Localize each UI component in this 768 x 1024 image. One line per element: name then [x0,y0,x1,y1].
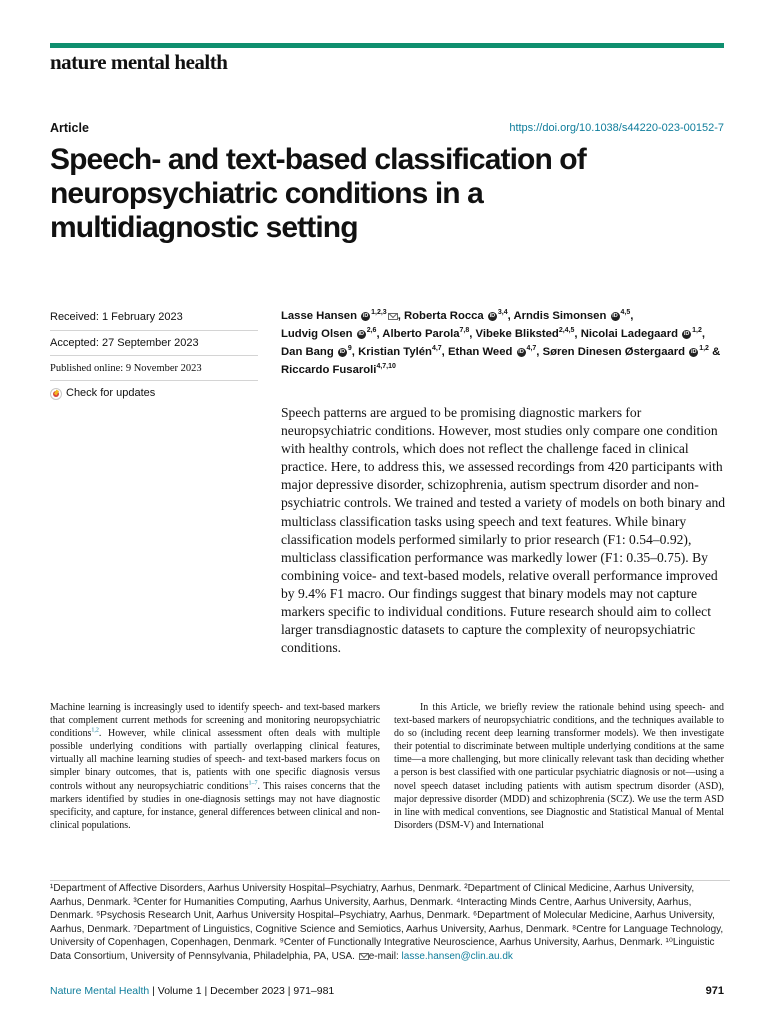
body-text: Machine learning is increasingly used to identify speech- and text-based markers that complement current methods for screening and monitoring neuropsychiatric conditions [50,702,380,740]
citation[interactable]: 1,2 [91,727,99,734]
affiliation-ref: 4,7,10 [376,363,396,371]
orcid-icon[interactable]: iD [339,348,346,355]
mail-icon[interactable] [388,313,398,320]
footer-citation [50,985,334,997]
author-name: Vibeke Bliksted [475,328,559,340]
published-date: Published online: 9 November 2023 [50,355,258,380]
mail-icon [359,953,369,960]
email-label: e-mail: [368,950,399,962]
affiliation-ref: 4,7 [526,345,537,353]
author-list: Lasse Hansen iD $^{1,2,3}$ , Roberta Rocca iD $^{3,4}$, Arndis Simonsen iD $^{4,5}$, Ludvig Olsen iD $^{2,6}$, Alberto Parola$^{7,8}$, Vibeke Bliksted$^{2,4,5}$, Nicolai Ladegaard iD $^{1,2}$, Dan Bang iD $^9$, Kristian Tylén$^{4,7}$, Ethan Weed iD $^{4,7}$, Søren Dinesen Østergaard iD $^{1,2}$ & Riccardo Fusaroli$^{4,7,10}$ [281,309,721,376]
author-name: Ludvig Olsen [281,328,353,340]
doi-link[interactable]: https://doi.org/10.1038/s44220-023-00152-7 [509,122,724,134]
affiliation-ref: 1,2 [692,327,702,335]
affiliation-ref: 9 [347,345,352,353]
author[interactable] [543,346,709,358]
author[interactable] [404,310,508,322]
author[interactable] [281,346,352,358]
orcid-icon[interactable]: iD [489,312,496,319]
affiliations-text: ¹Department of Affective Disorders, Aarhus University Hospital–Psychiatry, Aarhus, Denmark. ²Department of Clinical Medicine, Aarhus University, Aarhus, Denmark. ³Center for Humanities Computing, Aarhus University, Aarhus, Denmark. ⁴Interacting Minds Centre, Aarhus University, Aarhus, Denmark. ⁵Psychosis Research Unit, Aarhus University Hospital–Psychiatry, Aarhus, Denmark. ⁶Department of Molecular Medicine, Aarhus University, Aarhus, Denmark. ⁷Department of Linguistics, Cognitive Science and Semiotics, Aarhus University, Aarhus, Denmark. ⁸Centre for Language Technology, University of Copenhagen, Copenhagen, Denmark. ⁹Center of Functionally Integrative Neuroscience, Aarhus University, Aarhus, Denmark. ¹⁰Linguistic Data Consortium, University of Pennsylvania, Philadelphia, PA, USA. [50,883,724,962]
orcid-icon[interactable]: iD [358,330,364,337]
author-name: Kristian Tylén [358,346,432,358]
affiliation-ref: 1,2 [699,345,709,353]
author-name: Lasse Hansen [281,310,357,322]
affiliation-ref: 2,6 [366,327,377,335]
affiliation-ref: 4,7 [431,345,442,353]
author-name: Alberto Parola [382,328,460,340]
affiliation-ref: 7,8 [459,327,470,335]
orcid-icon[interactable]: iD [612,312,618,319]
author-name: Nicolai Ladegaard [580,328,679,340]
orcid-icon[interactable]: iD [362,312,369,319]
article-type: Article [50,121,89,135]
author-name: Ethan Weed [447,346,513,358]
affiliations [50,880,730,964]
author[interactable] [513,310,630,322]
body-column-left [50,701,380,832]
orcid-icon[interactable]: iD [683,330,690,337]
author[interactable] [281,310,398,322]
received-date: Received: 1 February 2023 [50,311,183,323]
journal-accent-bar [50,43,724,48]
author-name: Roberta Rocca [403,310,484,322]
affiliation-ref: 2,4,5 [558,327,575,335]
author-name: Søren Dinesen Østergaard [542,346,686,358]
abstract: Speech patterns are argued to be promising diagnostic markers for neuropsychiatric conditions. However, most studies only compare one condition with healthy controls, which does not reflect the challenge faced in clinical practice. Here, to address this, we assessed recordings from 420 participants with major depressive disorder, schizophrenia, autism spectrum disorder and non-psychiatric controls. We trained and tested a variety of models on both binary and multiclass classification tasks using speech and text features. While binary classification models performed similarly to prior research (F1: 0.54–0.92), multiclass classification performance was markedly lower (F1: 0.35–0.75). By combining voice- and text-based models, relative overall performance improved by 9.4% F1 macro. Our findings suggest that binary models may not capture markers specific to individual conditions. Future research should aim to collect larger transdiagnostic datasets to capture the complexity of neuropsychiatric conditions. [281,405,726,656]
page-number: 971 [705,985,724,997]
journal-name: nature mental health [50,50,228,74]
affiliation-ref: 1,2,3 [371,309,387,317]
orcid-icon[interactable]: iD [690,348,697,355]
check-for-updates-label: Check for updates [66,387,156,399]
orcid-icon[interactable]: iD [518,348,524,355]
check-for-updates-icon [50,388,62,400]
body-column-right: In this Article, we briefly review the rationale behind using speech- and text-based markers of neuropsychiatric conditions, and the techniques available to do so (including recent deep learning transformer models). We then investigate their potential to discriminate between multiple underlying conditions at the same time—a more challenging, but more clinically relevant task than deciding whether a person is best classified with one particular psychiatric diagnosis or not—using a novel speech dataset including patients with autism spectrum disorder (ASD), major depressive disorder (MDD) and schizophrenia (SCZ). We use the term ASD in line with medical conventions, see Diagnostic and Statistical Manual of Mental Disorders (DSM-V) and International [394,702,724,831]
author[interactable] [476,328,575,340]
affiliation-ref: 4,5 [620,309,631,317]
author[interactable] [358,346,442,358]
author-name: Dan Bang [281,346,334,358]
affiliation-ref: 3,4 [497,309,508,317]
footer-issue: | Volume 1 | December 2023 | 971–981 [149,985,335,997]
author[interactable] [281,364,396,376]
citation[interactable]: 1–7 [248,780,258,787]
article-dates [50,305,258,405]
footer-journal-link[interactable]: Nature Mental Health [50,985,150,997]
author-name: Arndis Simonsen [513,310,607,322]
body-text: . This raises concerns that the markers identified by studies in one-diagnosis settings may not have diagnostic specificity, and capture, for instance, general differences between clinical and non-clinical populations. [50,780,380,831]
corresponding-email-link[interactable]: lasse.hansen@clin.au.dk [401,950,513,962]
check-for-updates-button[interactable] [50,381,258,406]
author[interactable] [581,328,702,340]
author[interactable] [448,346,536,358]
author[interactable] [281,328,376,340]
article-title: Speech- and text-based classification of neuropsychiatric conditions in a multidiagnostic setting [50,143,586,244]
accepted-date: Accepted: 27 September 2023 [50,330,258,355]
author[interactable] [382,328,469,340]
author-name: Riccardo Fusaroli [281,364,377,376]
body-text: . However, while clinical assessment often deals with multiple possible underlying conditions with partially overlapping clinical features, virtually all machine learning studies of speech- and text-based markers focus on simpler binary outcomes, that is, patients with one specific diagnosis versus controls without any neuropsychiatric conditions [50,728,380,792]
